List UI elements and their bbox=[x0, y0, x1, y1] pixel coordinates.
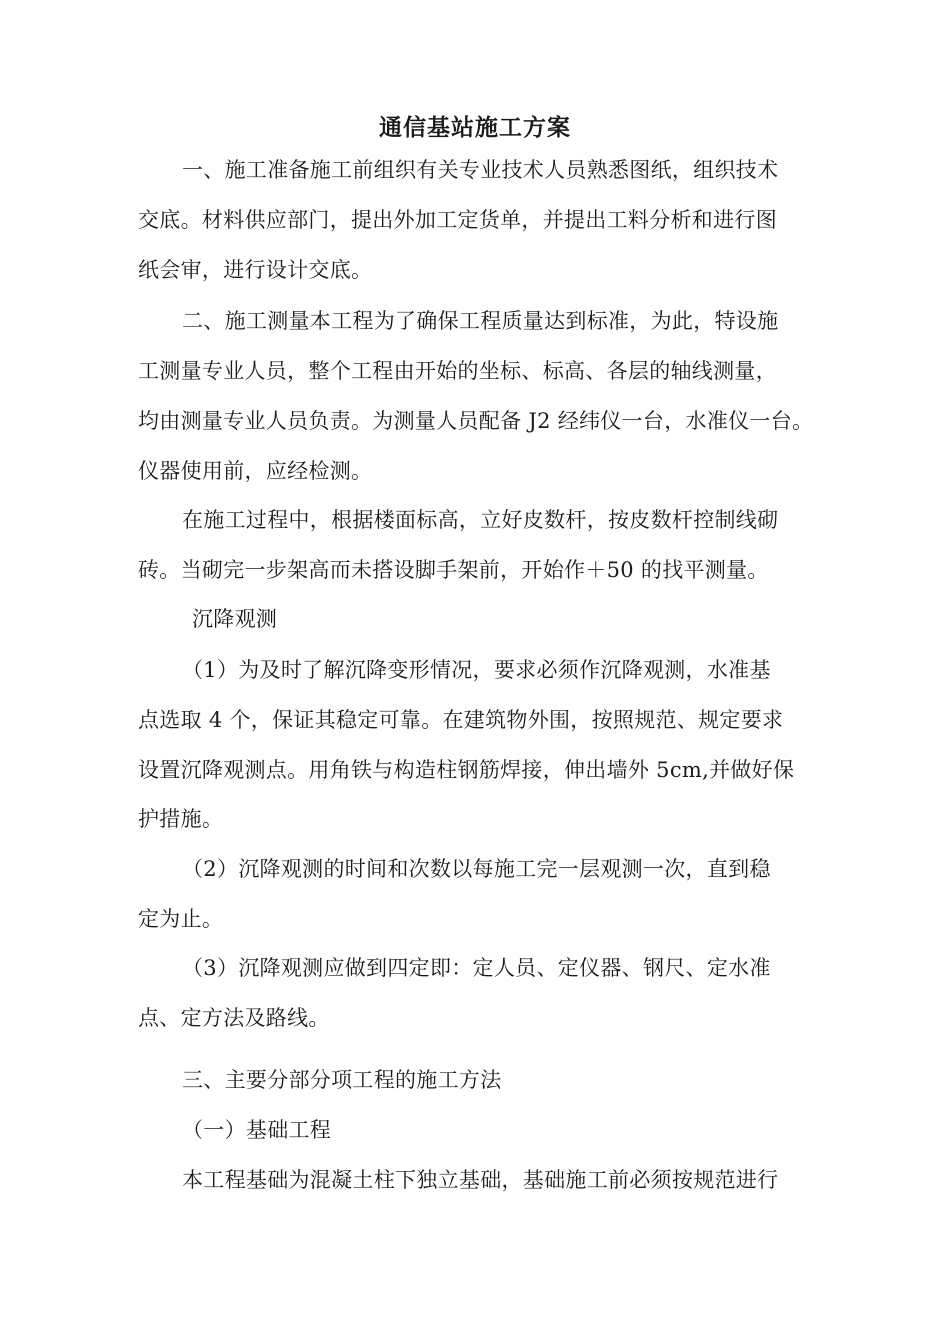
body-line-7: 仪器使用前，应经检测。 bbox=[138, 459, 373, 483]
body-line-13: 设置沉降观测点。用角铁与构造柱钢筋焊接，伸出墙外 5cm,并做好保 bbox=[138, 758, 795, 782]
body-line-4: 二、施工测量本工程为了确保工程质量达到标准，为此，特设施 bbox=[182, 309, 779, 333]
body-line-11: （1）为及时了解沉降变形情况，要求必须作沉降观测，水准基 bbox=[182, 658, 771, 682]
document-title: 通信基站施工方案 bbox=[379, 114, 571, 141]
section-heading-settlement: 沉降观测 bbox=[192, 607, 278, 631]
body-line-14: 护措施。 bbox=[138, 807, 224, 831]
body-line-1: 一、施工准备施工前组织有关专业技术人员熟悉图纸，组织技术 bbox=[182, 158, 779, 182]
body-line-8: 在施工过程中，根据楼面标高，立好皮数杆，按皮数杆控制线砌 bbox=[182, 508, 779, 532]
body-line-18: 点、定方法及路线。 bbox=[138, 1006, 330, 1030]
section-heading-methods: 三、主要分部分项工程的施工方法 bbox=[182, 1068, 502, 1092]
body-line-21: 本工程基础为混凝土柱下独立基础，基础施工前必须按规范进行 bbox=[182, 1168, 779, 1192]
body-line-15: （2）沉降观测的时间和次数以每施工完一层观测一次，直到稳 bbox=[182, 857, 771, 881]
body-line-9: 砖。当砌完一步架高而未搭设脚手架前，开始作＋50 的找平测量。 bbox=[138, 558, 769, 582]
body-line-16: 定为止。 bbox=[138, 907, 224, 931]
body-line-6: 均由测量专业人员负责。为测量人员配备 J2 经纬仪一台，水准仪一台。 bbox=[138, 409, 814, 433]
body-line-17: （3）沉降观测应做到四定即：定人员、定仪器、钢尺、定水准 bbox=[182, 956, 771, 980]
body-line-5: 工测量专业人员，整个工程由开始的坐标、标高、各层的轴线测量， bbox=[138, 359, 777, 383]
body-line-12: 点选取 4 个，保证其稳定可靠。在建筑物外围，按照规范、规定要求 bbox=[138, 708, 784, 732]
body-line-2: 交底。材料供应部门，提出外加工定货单，并提出工料分析和进行图 bbox=[138, 208, 777, 232]
subsection-heading-foundation: （一）基础工程 bbox=[182, 1118, 332, 1142]
body-line-3: 纸会审，进行设计交底。 bbox=[138, 258, 373, 282]
